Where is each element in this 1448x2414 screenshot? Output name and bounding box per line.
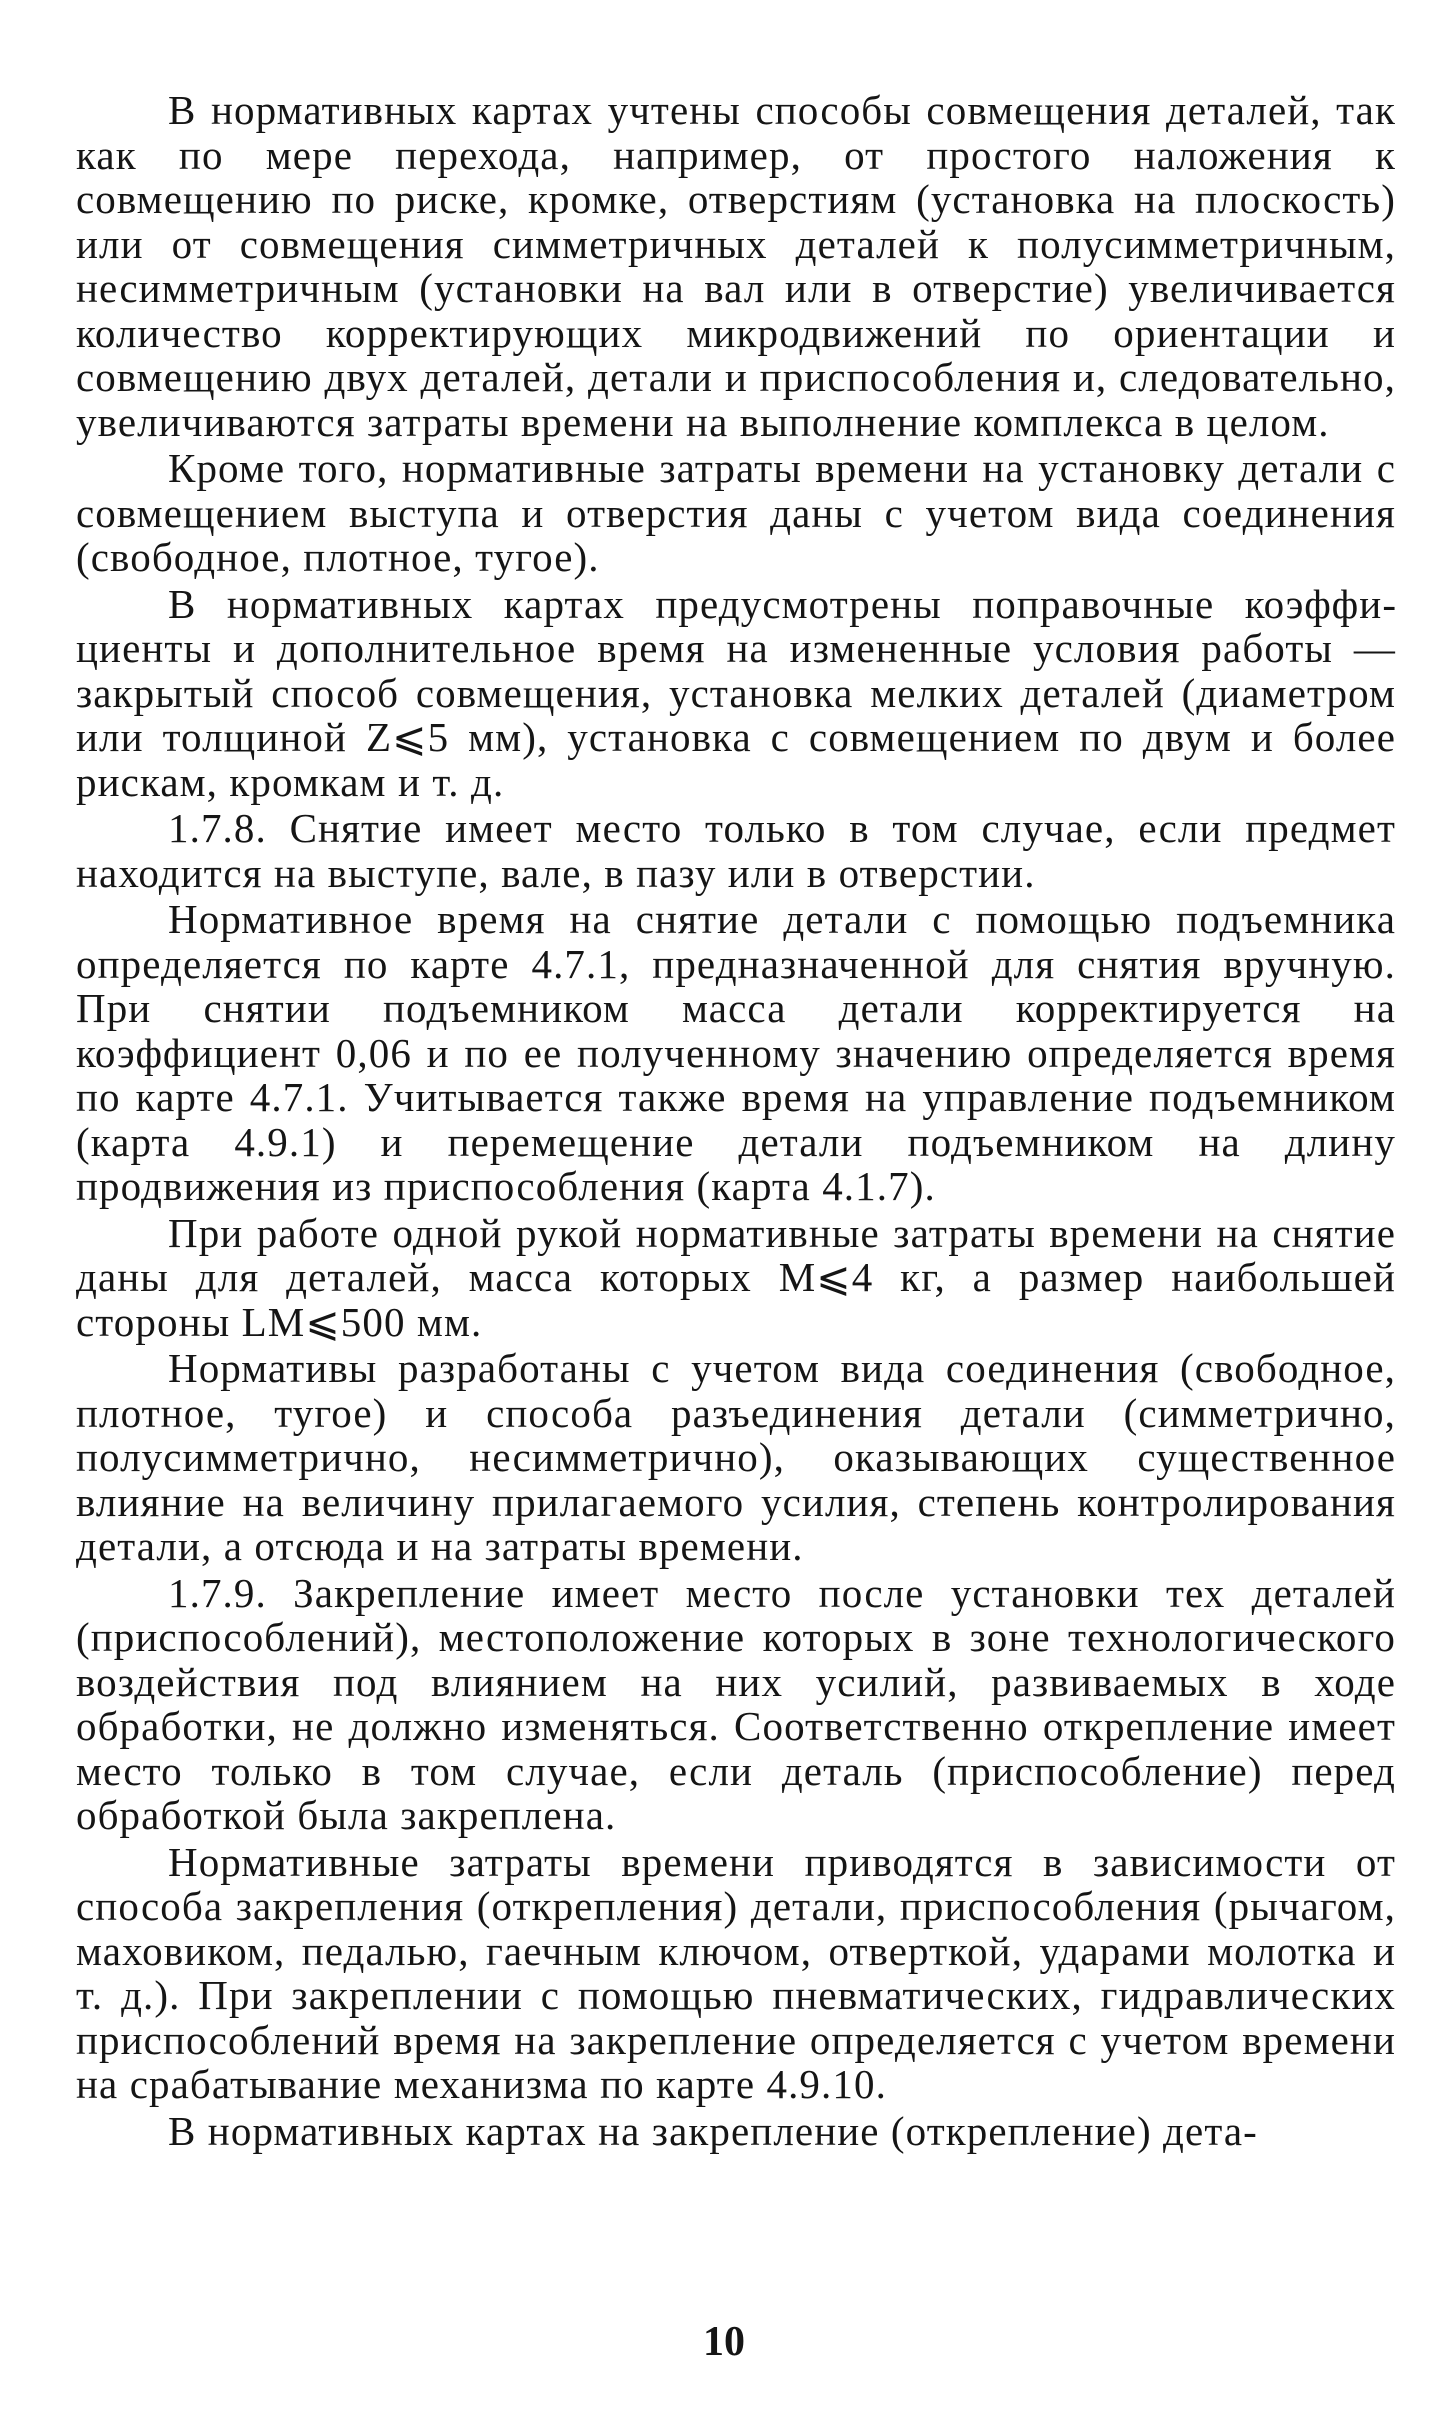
paragraph-fixing-section: 1.7.9. Закрепление имеет место после установки тех деталей (приспособлений), местоположение которых в зоне технологического воздействия под влиянием на них усилий, развиваемых в ходе обработки, не должно изменяться. Соответственно открепление имеет место только в том случае, если деталь (приспособление) перед обработкой была закреплена.	[76, 1569, 1396, 1838]
paragraph-lifter-removal: Нормативное время на снятие детали с помощью подъемника определяется по карте 4.7.1, предназначенной для снятия вручную. При снятии подъемником масса детали корректируется на коэффициент 0,06 и по ее полученному значению определяется время по карте 4.7.1. Учитывается также время на управление подъемником (карта 4.9.1) и перемещение детали подъемником на длину продвижения из приспособления (карта 4.1.7).	[76, 896, 1396, 1209]
paragraph-norms-developed: Нормативы разработаны с учетом вида соединения (свободное, плотное, тугое) и способа разъединения детали (симметрично, полусимметрично, несимметрично), оказывающих существенное влияние на величину прилагаемого усилия, степень контролирования детали, а отсюда и на затраты времени.	[76, 1345, 1396, 1569]
page-number: 10	[703, 2319, 745, 2365]
paragraph-removal-section: 1.7.8. Снятие имеет место только в том случае, если предмет находится на выступе, вале, в пазу или в отверстии.	[76, 805, 1396, 896]
paragraph-last-line: В нормативных картах на закрепление (открепление) дета-	[168, 2107, 1258, 2154]
paragraph-methods-combining: В нормативных картах учтены способы совмещения деталей, так как по мере перехода, например, от простого наложения к совмещению по риске, кромке, отверстиям (установка на плоскость) или от совмещения симметричных деталей к полусимметричным, несимметричным (установки на вал или в отверстие) увеличивается количество корректирующих микродвижений по ориентации и совмещению двух деталей, детали и приспособления и, следовательно, увеличиваются затраты времени на выполнение комплекса в целом.	[76, 87, 1396, 445]
paragraph-one-hand: При работе одной рукой нормативные затраты времени на снятие даны для деталей, масса которых M⩽4 кг, а размер наибольшей стороны LM⩽500 мм.	[76, 1209, 1396, 1345]
page-body	[76, 88, 1396, 2153]
paragraph-correction-factors: В нормативных картах предусмотрены поправочные коэффициенты и дополнительное время на измененные условия работы — закрытый способ совмещения, установка мелких деталей (диаметром или толщиной Z⩽5 мм), установка с совмещением по двум и более рискам, кромкам и т. д.	[76, 580, 1396, 805]
paragraph-connection-type: Кроме того, нормативные затраты времени на установку детали с совмещением выступа и отверстия даны с учетом вида соединения (свободное, плотное, тугое).	[76, 445, 1396, 580]
paragraph-fixing-methods: Нормативные затраты времени приводятся в зависимости от способа закрепления (открепления) детали, приспособления (рычагом, маховиком, педалью, гаечным ключом, отверткой, ударами молотка и т. д.). При закреплении с помощью пневматических, гидравлических приспособлений время на закрепление определяется с учетом времени на срабатывание механизма по карте 4.9.10.	[76, 1838, 1396, 2107]
